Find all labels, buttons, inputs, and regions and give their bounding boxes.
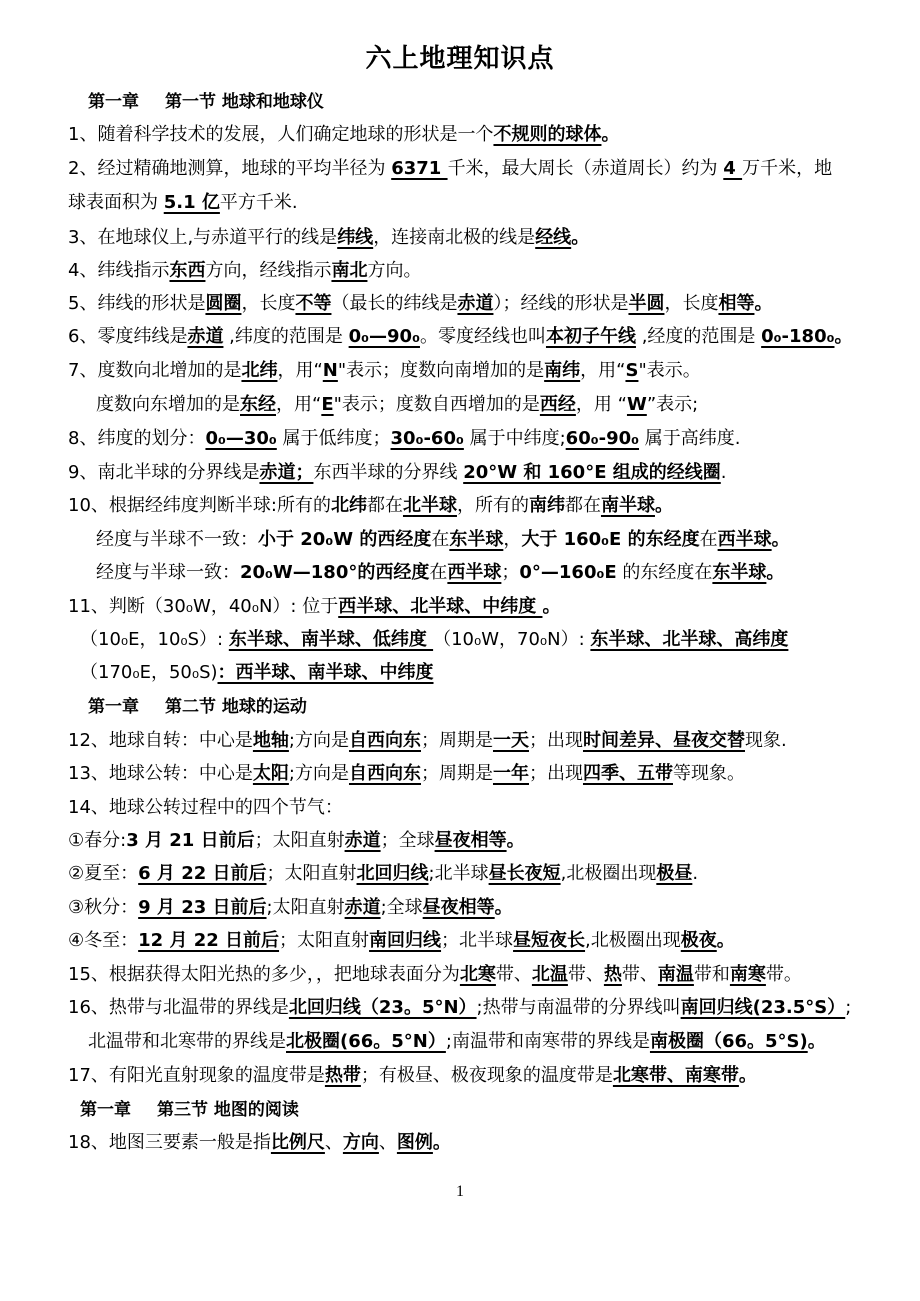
- text-segment: 1、随着科学技术的发展，人们确定地球的形状是一个: [68, 124, 494, 145]
- text-segment: （170₀E，50₀S): [80, 662, 218, 683]
- key-term: 西经: [539, 394, 576, 415]
- text-line: [68, 226, 589, 250]
- text-line: [68, 123, 619, 147]
- text-line: [68, 896, 513, 920]
- key-term: 南温: [657, 964, 694, 985]
- text-segment: 10、根据经纬度判断半球:所有的: [68, 495, 331, 516]
- bold-text: 。: [807, 1031, 826, 1052]
- text-segment: 18、地图三要素一般是指: [68, 1132, 271, 1153]
- text-segment: "表示；度数自西增加的是: [333, 394, 540, 415]
- text-segment: 2、经过精确地测算，地球的平均半径为: [68, 158, 392, 179]
- text-segment: 8、纬度的划分：: [68, 428, 206, 449]
- text-segment: ；周期是: [420, 763, 493, 784]
- text-segment: 在: [431, 529, 450, 550]
- text-segment: （10₀E，10₀S）:: [80, 629, 229, 650]
- key-term: 北寒: [459, 964, 496, 985]
- key-term: 北半球: [402, 495, 457, 516]
- text-segment: ；太阳直射: [279, 930, 370, 951]
- text-segment: 北温带和北寒带的界线是: [88, 1031, 286, 1052]
- section-heading: [88, 90, 324, 114]
- text-segment: 第二节 地球的运动: [165, 697, 307, 717]
- key-term: 热: [603, 964, 622, 985]
- text-segment: 5、纬线的形状是: [68, 293, 206, 314]
- text-segment: ②夏至：: [68, 863, 139, 884]
- text-segment: ）；经线的形状是: [493, 293, 629, 314]
- bold-text: 。: [432, 1132, 451, 1153]
- text-line: [88, 1030, 826, 1054]
- text-segment: ，用“: [276, 394, 322, 415]
- key-term: 南回归线(23.5°S）: [680, 997, 846, 1018]
- text-line: [68, 461, 727, 485]
- bold-text: 南纬: [528, 495, 565, 516]
- text-segment: ;南温带和南寒带的界线是: [445, 1031, 650, 1052]
- key-term: 南回归线: [369, 930, 442, 951]
- text-segment: 度数向东增加的是: [96, 394, 240, 415]
- text-line: [68, 996, 851, 1020]
- text-segment: ，: [503, 529, 522, 550]
- text-line: [68, 259, 421, 283]
- bold-text: 。: [766, 562, 785, 583]
- key-term: 经线: [535, 227, 572, 248]
- text-segment: 17、有阳光直射现象的温度带是: [68, 1065, 325, 1086]
- key-term: 赤道: [457, 293, 494, 314]
- text-segment: 13、地球公转：中心是: [68, 763, 253, 784]
- section-heading: [80, 1098, 299, 1122]
- key-term: 赤道: [187, 326, 224, 347]
- bold-text: 。: [716, 930, 735, 951]
- text-segment: 东西半球的分界线: [313, 462, 464, 483]
- key-term: 5.1 亿: [163, 192, 220, 213]
- key-term: 0₀—30₀: [205, 428, 277, 449]
- key-term: 南纬: [544, 360, 581, 381]
- text-segment: 经度与半球一致：: [96, 562, 240, 583]
- text-segment: ，用 “: [575, 394, 627, 415]
- text-segment: 15、根据获得太阳光热的多少，，把地球表面分为: [68, 964, 460, 985]
- text-segment: ，连接南北极的线是: [373, 227, 536, 248]
- key-term: 一天: [492, 730, 529, 751]
- key-term: 东半球、南半球、低纬度: [228, 629, 434, 650]
- text-segment: 带、: [567, 964, 604, 985]
- key-term: 6371: [391, 158, 448, 179]
- key-term: 6 月 22 日前后: [138, 863, 267, 884]
- text-segment: ;全球: [380, 897, 423, 918]
- bold-text: 。: [571, 227, 590, 248]
- text-segment: 第一章: [80, 1100, 131, 1120]
- text-segment: ；全球: [380, 830, 435, 851]
- key-term: 相等: [718, 293, 755, 314]
- text-segment: ；北半球: [441, 930, 514, 951]
- text-segment: ，所有的: [456, 495, 529, 516]
- page-title: 六上地理知识点: [365, 44, 555, 74]
- key-term: 昼夜相等: [434, 830, 507, 851]
- text-segment: ；有极昼、极夜现象的温度带是: [360, 1065, 613, 1086]
- text-segment: 、: [378, 1132, 397, 1153]
- bold-text: 0°—160₀E: [519, 562, 617, 583]
- text-segment: 千米，最大周长（赤道周长）约为: [447, 158, 724, 179]
- text-segment: 方向，经线指示: [205, 260, 332, 281]
- text-segment: ,经度的范围是: [635, 326, 762, 347]
- bold-text: 。: [834, 326, 853, 347]
- text-segment: ，长度: [664, 293, 719, 314]
- key-term: 30₀-60₀: [390, 428, 464, 449]
- bold-text: 3 月 21 日前后: [126, 830, 255, 851]
- key-term: 纬线: [337, 227, 374, 248]
- text-line: [96, 528, 790, 552]
- bold-text: 。: [494, 897, 513, 918]
- key-term: 一年: [492, 763, 529, 784]
- key-term: 赤道；: [259, 462, 314, 483]
- text-segment: 平方千米.: [219, 192, 298, 213]
- text-line: [68, 595, 560, 619]
- bold-text: 。: [542, 596, 561, 617]
- text-line: [96, 393, 698, 417]
- text-segment: 3、在地球仪上,与赤道平行的线是: [68, 227, 338, 248]
- text-segment: 经度与半球不一致：: [96, 529, 258, 550]
- key-term: ：西半球、南半球、中纬度: [217, 662, 434, 683]
- key-term: 赤道: [344, 897, 381, 918]
- key-term: 0₀-180₀: [761, 326, 835, 347]
- key-term: N: [322, 360, 338, 381]
- text-segment: ；太阳直射: [254, 830, 345, 851]
- text-segment: 第一节 地球和地球仪: [165, 92, 324, 112]
- text-segment: ①春分:: [68, 830, 127, 851]
- key-term: 北回归线: [356, 863, 429, 884]
- key-term: 60₀-90₀: [565, 428, 640, 449]
- bold-text: 。: [771, 529, 790, 550]
- bold-text: 小于 20₀W 的西经度: [258, 529, 432, 550]
- text-segment: 带和: [693, 964, 730, 985]
- key-term: 南半球: [600, 495, 655, 516]
- key-term: 不等: [295, 293, 332, 314]
- text-line: [68, 359, 701, 383]
- key-term: 东半球、北半球、高纬度: [590, 629, 789, 650]
- bold-text: 北纬: [330, 495, 367, 516]
- key-term: 西半球、北半球、中纬度: [338, 596, 543, 617]
- text-line: [68, 157, 832, 181]
- text-segment: 、: [324, 1132, 343, 1153]
- key-term: 热带: [324, 1065, 361, 1086]
- text-segment: 万千米，地: [742, 158, 833, 179]
- text-segment: ;热带与南温带的分界线叫: [476, 997, 681, 1018]
- text-segment: 在: [429, 562, 448, 583]
- key-term: 太阳: [252, 763, 289, 784]
- text-segment: （最长的纬线是: [331, 293, 458, 314]
- text-line: [68, 427, 740, 451]
- bold-text: 20₀W—180°的西经度: [240, 562, 430, 583]
- text-segment: 第一章: [88, 92, 139, 112]
- key-term: 极夜: [680, 930, 717, 951]
- key-term: 南寒: [729, 964, 766, 985]
- key-term: 昼夜相等: [422, 897, 495, 918]
- text-segment: ；周期是: [420, 730, 493, 751]
- key-term: W: [626, 394, 647, 415]
- text-segment: 属于低纬度；: [276, 428, 391, 449]
- text-segment: ;方向是: [288, 763, 349, 784]
- key-term: 方向: [342, 1132, 379, 1153]
- key-term: 自西向东: [348, 763, 421, 784]
- key-term: 昼短夜长: [513, 930, 586, 951]
- text-segment: 。零度经线也叫: [419, 326, 546, 347]
- text-segment: 的东经度在: [616, 562, 713, 583]
- text-segment: 第三节 地图的阅读: [157, 1100, 299, 1120]
- text-segment: ，用“: [277, 360, 323, 381]
- page-number: 1: [456, 1183, 464, 1200]
- key-term: 自西向东: [348, 730, 421, 751]
- text-segment: 第一章: [88, 697, 139, 717]
- text-segment: 9、南北半球的分界线是: [68, 462, 260, 483]
- key-term: 12 月 22 日前后: [138, 930, 280, 951]
- section-heading: [88, 695, 307, 719]
- key-term: 昼长夜短: [488, 863, 561, 884]
- text-line: [68, 829, 525, 853]
- text-segment: 都在: [366, 495, 403, 516]
- key-term: 西半球: [447, 562, 502, 583]
- key-term: 北温: [531, 964, 568, 985]
- text-line: [68, 929, 735, 953]
- key-term: 圆圈: [205, 293, 242, 314]
- text-segment: 12、地球自转：中心是: [68, 730, 253, 751]
- text-segment: ③秋分：: [68, 897, 139, 918]
- text-segment: 球表面积为: [68, 192, 164, 213]
- key-term: 北回归线（23。5°N）: [288, 997, 477, 1018]
- key-term: 北寒带、南寒带: [612, 1065, 739, 1086]
- text-segment: 带、: [621, 964, 658, 985]
- text-segment: 都在: [564, 495, 601, 516]
- key-term: 南极圈（66。5°S): [649, 1031, 808, 1052]
- key-term: 北极圈(66。5°N）: [286, 1031, 446, 1052]
- text-segment: 4、纬线指示: [68, 260, 170, 281]
- text-segment: ；出现: [528, 730, 583, 751]
- text-segment: ,纬度的范围是: [223, 326, 349, 347]
- text-segment: .: [692, 863, 699, 884]
- text-segment: .: [720, 462, 727, 483]
- key-term: S: [625, 360, 639, 381]
- text-line: [80, 628, 788, 652]
- text-segment: 属于高纬度.: [639, 428, 741, 449]
- key-term: 0₀—90₀: [348, 326, 420, 347]
- text-segment: ,北极圈出现: [585, 930, 681, 951]
- text-segment: 属于中纬度;: [463, 428, 566, 449]
- text-segment: ;: [845, 997, 852, 1018]
- key-term: 东经: [240, 394, 276, 415]
- text-segment: 方向。: [367, 260, 422, 281]
- text-line: [68, 729, 787, 753]
- text-segment: 现象.: [744, 730, 787, 751]
- key-term: 本初子午线: [545, 326, 636, 347]
- key-term: 比例尺: [270, 1132, 325, 1153]
- text-segment: 在: [699, 529, 718, 550]
- text-segment: ④冬至：: [68, 930, 139, 951]
- key-term: 图例: [396, 1132, 433, 1153]
- text-segment: 带、: [495, 964, 532, 985]
- text-segment: 16、热带与北温带的界线是: [68, 997, 289, 1018]
- text-segment: ，用“: [580, 360, 626, 381]
- key-term: 南北: [331, 260, 368, 281]
- key-term: 东半球: [712, 562, 767, 583]
- key-term: 地轴: [252, 730, 289, 751]
- text-line: [68, 494, 673, 518]
- text-line: [68, 762, 745, 786]
- text-segment: ;北半球: [428, 863, 489, 884]
- text-segment: "表示。: [638, 360, 701, 381]
- text-segment: 7、度数向北增加的是: [68, 360, 242, 381]
- text-segment: ；太阳直射: [266, 863, 357, 884]
- text-segment: "表示；度数向南增加的是: [337, 360, 545, 381]
- key-term: E: [321, 394, 334, 415]
- text-segment: ，长度: [241, 293, 296, 314]
- bold-text: 。: [738, 1065, 757, 1086]
- bold-text: 。: [506, 830, 525, 851]
- key-term: 赤道: [344, 830, 381, 851]
- text-line: [96, 561, 784, 585]
- text-line: [68, 325, 852, 349]
- text-segment: 11、判断（30₀W，40₀N）: 位于: [68, 596, 339, 617]
- text-line: [68, 1131, 451, 1155]
- key-term: 4: [723, 158, 743, 179]
- text-line: [68, 1064, 757, 1088]
- bold-text: 大于 160₀E 的东经度: [521, 529, 700, 550]
- text-line: [68, 191, 298, 215]
- text-segment: 6、零度纬线是: [68, 326, 188, 347]
- text-segment: （10₀W，70₀N）:: [433, 629, 591, 650]
- key-term: 不规则的球体: [493, 124, 602, 145]
- key-term: 四季、五带: [582, 763, 673, 784]
- key-term: 半圆: [628, 293, 665, 314]
- key-term: 时间差异、昼夜交替: [582, 730, 745, 751]
- text-line: [68, 292, 772, 316]
- text-line: [80, 661, 434, 685]
- key-term: 20°W 和 160°E 组成的经线圈: [463, 462, 721, 483]
- text-segment: ;太阳直射: [266, 897, 345, 918]
- text-segment: 等现象。: [672, 763, 745, 784]
- bold-text: 。: [754, 293, 773, 314]
- key-term: 东西: [169, 260, 206, 281]
- text-segment: 带。: [765, 964, 802, 985]
- text-segment: ;方向是: [288, 730, 349, 751]
- key-term: 9 月 23 日前后: [138, 897, 267, 918]
- text-line: [68, 963, 802, 987]
- bold-text: 。: [601, 124, 620, 145]
- text-segment: 14、地球公转过程中的四个节气：: [68, 797, 343, 818]
- text-line: [68, 796, 343, 820]
- key-term: 西半球: [717, 529, 772, 550]
- text-segment: ,北极圈出现: [560, 863, 657, 884]
- bold-text: 。: [654, 495, 673, 516]
- text-segment: ；出现: [528, 763, 583, 784]
- key-term: 极昼: [656, 863, 693, 884]
- text-line: [68, 862, 698, 886]
- text-segment: ；: [501, 562, 520, 583]
- key-term: 东半球: [449, 529, 504, 550]
- text-segment: ”表示;: [646, 394, 699, 415]
- key-term: 北纬: [241, 360, 278, 381]
